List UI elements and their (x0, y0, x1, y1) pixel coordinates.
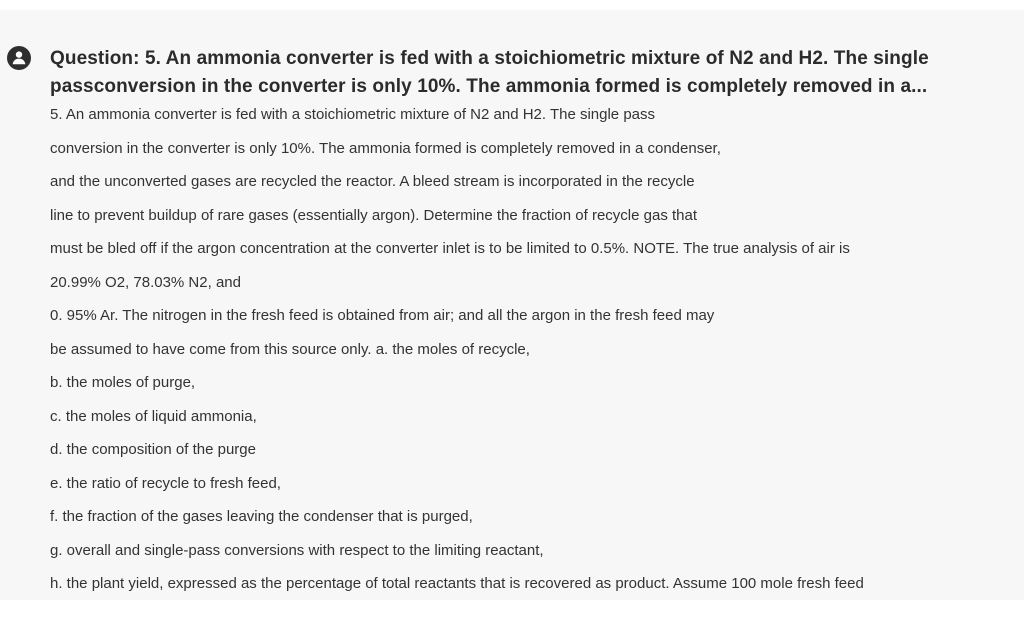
question-title (50, 45, 1000, 101)
question-title-line-1: Question: 5. An ammonia converter is fed with a stoichiometric mixture of N2 and H2. The single (50, 48, 929, 69)
question-body-line: be assumed to have come from this source only. a. the moles of recycle, (50, 340, 530, 358)
question-body-line: c. the moles of liquid ammonia, (50, 407, 257, 425)
question-body-line: b. the moles of purge, (50, 374, 196, 391)
question-body-line: 0. 95% Ar. The nitrogen in the fresh feed is obtained from air; and all the argon in the fresh feed may (50, 307, 715, 324)
question-person-icon (7, 46, 31, 70)
question-body (50, 104, 1010, 607)
question-body-line: and the unconverted gases are recycled the reactor. A bleed stream is incorporated in the recycle (50, 173, 695, 190)
question-body-line: line to prevent buildup of rare gases (essentially argon). Determine the fraction of recycle gas that (50, 206, 698, 224)
question-card (0, 10, 1024, 600)
question-body-line: conversion in the converter is only 10%. The ammonia formed is completely removed in a condenser, (50, 139, 721, 157)
question-title-line-2: passconversion in the converter is only 10%. The ammonia formed is completely removed in a... (50, 76, 928, 97)
question-body-line: f. the fraction of the gases leaving the condenser that is purged, (50, 508, 473, 525)
question-body-line: must be bled off if the argon concentration at the converter inlet is to be limited to 0.5%. NOTE. The true analysis of air is (50, 240, 850, 257)
question-body-line: h. the plant yield, expressed as the percentage of total reactants that is recovered as product. Assume 100 mole fresh feed (50, 575, 864, 592)
question-body-line: 5. An ammonia converter is fed with a stoichiometric mixture of N2 and H2. The single pass (50, 106, 656, 123)
question-body-line: g. overall and single-pass conversions with respect to the limiting reactant, (50, 541, 544, 559)
question-body-line: e. the ratio of recycle to fresh feed, (50, 474, 281, 492)
question-body-line: d. the composition of the purge (50, 441, 256, 458)
question-body-line: 20.99% O2, 78.03% N2, and (50, 273, 241, 291)
